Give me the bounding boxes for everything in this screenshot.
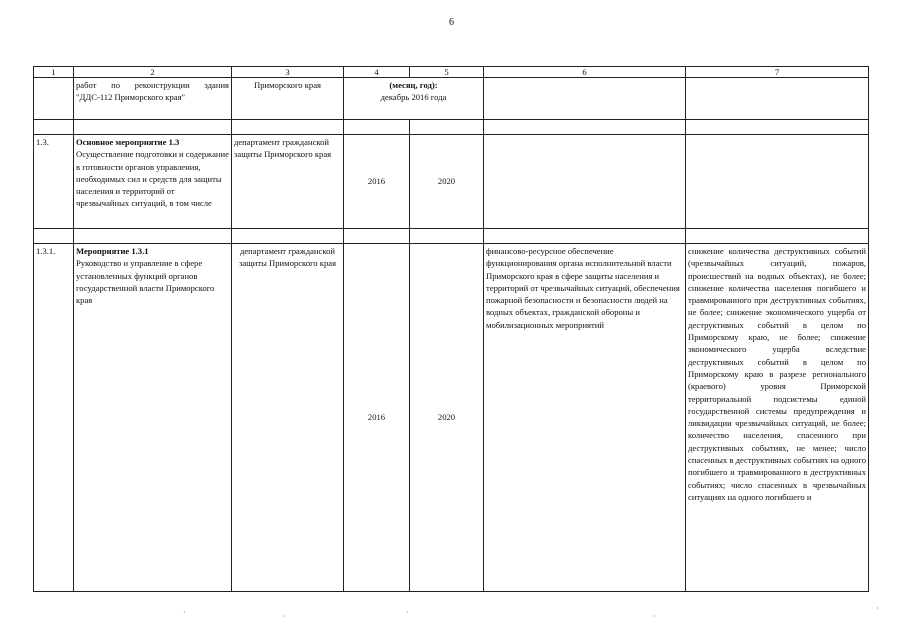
scan-speck: · — [653, 612, 656, 621]
row-name-cell — [74, 135, 232, 229]
row-number-cell — [34, 78, 74, 120]
row-start-year: 2016 — [344, 135, 410, 229]
row-end-year: 2020 — [410, 135, 484, 229]
column-number: 7 — [686, 67, 869, 78]
table-row-1-3 — [34, 135, 869, 229]
row-result-cell — [484, 135, 686, 229]
row-result-cell: финансово-ресурсное обеспечение функционирования органа исполнительной власти Приморского края в сфере защиты населения и территорий от чрезвычайных ситуаций, обеспечения пожарной безопасности и безопасности людей на водных объектах, гражданской обороны и мобилизационных мероприятий — [484, 244, 686, 592]
row-description: Осуществление подготовки и содержание в готовности органов управления, необходимых сил и средств для защиты населения и территорий от чрезвычайных ситуаций, в том числе — [76, 149, 229, 209]
column-number: 2 — [74, 67, 232, 78]
column-number: 3 — [232, 67, 344, 78]
column-number: 1 — [34, 67, 74, 78]
column-number: 5 — [410, 67, 484, 78]
row-number-cell: 1.3. — [34, 135, 74, 229]
row-start-year: 2016 — [344, 244, 410, 592]
row-executor-cell: Приморского края — [232, 78, 344, 120]
date-value: декабрь 2016 года — [380, 92, 447, 103]
row-title: Мероприятие 1.3.1 — [76, 246, 149, 256]
scan-speck: · — [183, 608, 186, 617]
row-indicator-cell — [686, 78, 869, 120]
column-number: 6 — [484, 67, 686, 78]
row-result-cell — [484, 78, 686, 120]
row-spacer — [34, 229, 869, 244]
row-indicator-cell — [686, 135, 869, 229]
row-name-cell: работ по реконструкции здания "ДДС-112 Приморского края" — [74, 78, 232, 120]
date-label: (месяц, год): — [389, 80, 438, 90]
table-row-1-3-1 — [34, 244, 869, 592]
scan-speck: · — [282, 612, 285, 621]
row-indicator-cell: снижение количества деструктивных событий (чрезвычайных ситуаций, пожаров, происшествий на водных объектах), не более; снижение количества населения погибшего и травмированного при деструктивных событиях, не более; снижение экономического ущерба от деструктивных событий в целом по Приморскому краю, не более; снижение экономического ущерба вследствие деструктивных событий в целом по Приморскому краю в разрезе регионального (краевого) уровня Приморской территориальной подсистемы единой государственной системы предупреждения и ликвидации чрезвычайных ситуаций, не более; количество населения, спасенного при деструктивных событиях, не менее; число спасенных в деструктивных событиях на одного погибшего и травмированного в деструктивных событиях; число спасенных в чрезвычайных ситуациях на одного погибшего и — [686, 244, 869, 592]
scan-speck: · — [406, 608, 409, 617]
row-name-cell — [74, 244, 232, 592]
row-title: Основное мероприятие 1.3 — [76, 137, 180, 147]
row-executor-cell: департамент гражданской защиты Приморского края — [232, 135, 344, 229]
row-number-cell: 1.3.1. — [34, 244, 74, 592]
page-number: 6 — [449, 17, 454, 28]
row-description: Руководство и управление в сфере установленных функций органов государственной власти Приморского края — [76, 258, 215, 306]
program-table — [33, 66, 869, 592]
row-executor-cell: департамент гражданской защиты Приморского края — [232, 244, 344, 592]
column-number: 4 — [344, 67, 410, 78]
row-date-cell — [344, 78, 484, 120]
column-numbers-row — [34, 67, 869, 78]
scan-speck: · — [876, 604, 879, 613]
table-row-continuation — [34, 78, 869, 120]
row-end-year: 2020 — [410, 244, 484, 592]
row-spacer — [34, 120, 869, 135]
